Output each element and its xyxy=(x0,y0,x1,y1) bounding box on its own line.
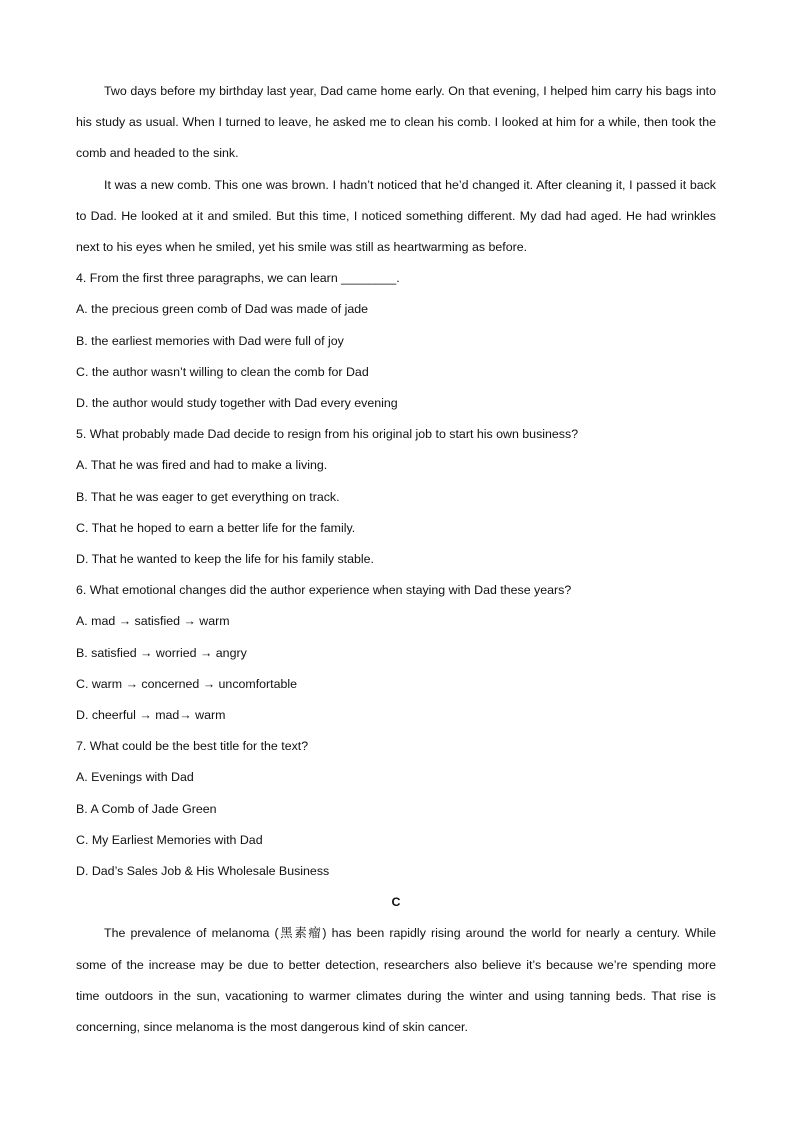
answer-option: C. My Earliest Memories with Dad xyxy=(76,832,263,847)
passage-paragraph: The prevalence of melanoma (黑素瘤) has been rapidly rising around the world for nearly a century. While some of the increase may be due to better detection, researchers also believe it’s because we’re spending more time outdoors in the sun, vacationing to warmer climates during the winter and using tanning beds. That rise is concerning, since melanoma is the most dangerous kind of skin cancer. xyxy=(76,926,716,1035)
answer-option: A. mad → satisfied → warm xyxy=(76,614,230,629)
question-stem: 7. What could be the best title for the text? xyxy=(76,739,309,754)
answer-option: D. cheerful → mad→ warm xyxy=(76,708,226,723)
answer-option: A. the precious green comb of Dad was made of jade xyxy=(76,302,369,317)
answer-option: C. That he hoped to earn a better life for the family. xyxy=(76,520,356,535)
answer-option: C. warm → concerned → uncomfortable xyxy=(76,676,298,691)
question-stem: 5. What probably made Dad decide to resign from his original job to start his own business? xyxy=(76,427,579,442)
document-page xyxy=(76,76,716,1043)
answer-option: A. Evenings with Dad xyxy=(76,770,194,785)
answer-option: B. the earliest memories with Dad were full of joy xyxy=(76,333,344,348)
question-4 xyxy=(76,263,716,419)
answer-option: C. the author wasn’t willing to clean the comb for Dad xyxy=(76,364,369,379)
passage-paragraph: Two days before my birthday last year, Dad came home early. On that evening, I helped him carry his bags into his study as usual. When I turned to leave, he asked me to clean his comb. I looked at him for a while, then took the comb and headed to the sink. xyxy=(76,84,716,161)
question-7 xyxy=(76,731,716,887)
answer-option: B. That he was eager to get everything on track. xyxy=(76,489,340,504)
answer-option: B. satisfied → worried → angry xyxy=(76,645,247,660)
passage-paragraph: It was a new comb. This one was brown. I hadn’t noticed that he’d changed it. After cleaning it, I passed it back to Dad. He looked at it and smiled. But this time, I noticed something different. My dad had aged. He had wrinkles next to his eyes when he smiled, yet his smile was still as heartwarming as before. xyxy=(76,177,716,255)
answer-option: A. That he was fired and had to make a living. xyxy=(76,458,328,473)
question-stem: 6. What emotional changes did the author experience when staying with Dad these years? xyxy=(76,583,572,598)
answer-option: B. A Comb of Jade Green xyxy=(76,801,217,816)
question-5 xyxy=(76,419,716,575)
answer-option: D. Dad’s Sales Job & His Wholesale Business xyxy=(76,864,330,879)
question-stem: 4. From the first three paragraphs, we can learn ________. xyxy=(76,271,400,286)
question-6 xyxy=(76,575,716,731)
section-heading: C xyxy=(391,895,401,910)
answer-option: D. That he wanted to keep the life for his family stable. xyxy=(76,552,374,567)
answer-option: D. the author would study together with Dad every evening xyxy=(76,396,398,411)
